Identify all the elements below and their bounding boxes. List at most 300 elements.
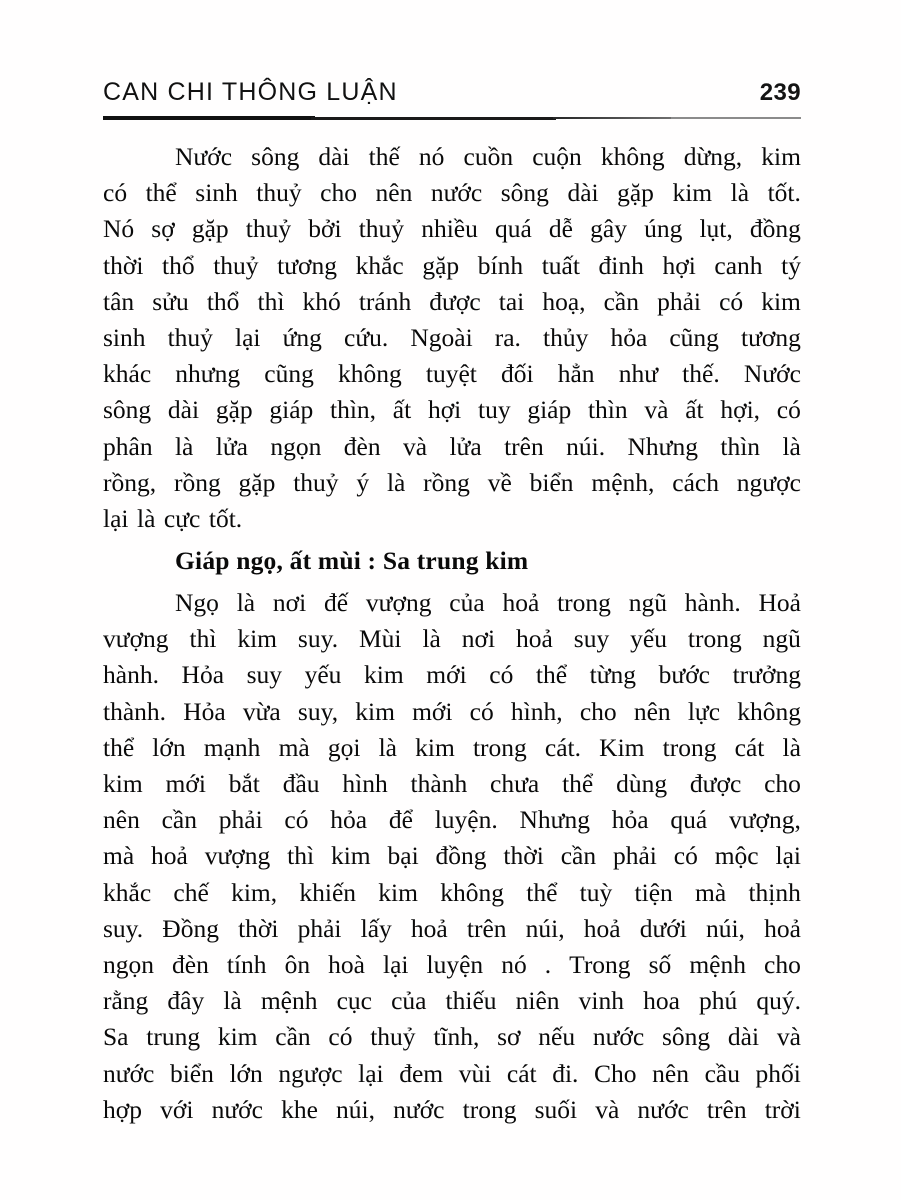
word: thành bbox=[410, 769, 468, 798]
word: đèn bbox=[172, 949, 209, 979]
rule-segment-light-right bbox=[671, 117, 801, 118]
word: lấy bbox=[360, 913, 392, 943]
word: bính bbox=[477, 250, 524, 280]
word: chưa bbox=[490, 769, 540, 798]
text-line bbox=[103, 320, 801, 356]
word: dễ bbox=[548, 214, 573, 244]
word: Nhưng bbox=[627, 431, 698, 461]
word: thể bbox=[535, 660, 568, 690]
word: hỏa bbox=[610, 322, 648, 352]
word: ý bbox=[356, 467, 370, 497]
word: là bbox=[378, 732, 397, 762]
rule-segment-dark-mid bbox=[311, 117, 556, 120]
word: mà bbox=[103, 841, 135, 871]
word: tốt. bbox=[767, 178, 801, 208]
word: dài bbox=[167, 395, 200, 425]
word: cứu. bbox=[344, 322, 389, 352]
rule-segment-fading bbox=[553, 117, 673, 119]
word: Nhưng bbox=[519, 805, 590, 835]
word: thuỷ bbox=[256, 178, 302, 208]
word: có bbox=[284, 805, 309, 835]
word: khắc bbox=[355, 250, 404, 280]
word: đèn bbox=[343, 431, 381, 461]
word: Trong bbox=[569, 949, 631, 979]
word: tai bbox=[498, 286, 525, 316]
word: thời bbox=[503, 841, 544, 871]
word: có bbox=[489, 660, 514, 690]
word: thể bbox=[526, 877, 558, 907]
word: phối bbox=[755, 1058, 801, 1088]
word: phải bbox=[297, 913, 342, 943]
word: ngược bbox=[736, 467, 801, 497]
text-line bbox=[103, 766, 801, 802]
word: bước bbox=[658, 660, 710, 690]
word: dừng, bbox=[683, 142, 743, 171]
word: và bbox=[403, 431, 428, 461]
word: tránh bbox=[358, 286, 412, 316]
word: nên bbox=[652, 1058, 689, 1088]
word: khắc bbox=[103, 877, 152, 907]
word: dưới bbox=[639, 913, 687, 943]
word: quý. bbox=[756, 986, 801, 1016]
word: ứng bbox=[282, 322, 322, 352]
book-title-header: CAN CHI THÔNG LUẬN bbox=[103, 78, 398, 106]
word: nước bbox=[211, 1094, 263, 1124]
word: thành. bbox=[103, 696, 167, 726]
word: hoả bbox=[410, 913, 448, 943]
word: thuỷ bbox=[370, 1022, 416, 1052]
text-line bbox=[103, 211, 801, 247]
word: hoả bbox=[151, 841, 188, 871]
word: ngũ bbox=[762, 624, 801, 654]
word: yếu bbox=[304, 660, 342, 690]
word: Hỏa bbox=[181, 660, 225, 690]
word: kim bbox=[761, 142, 801, 171]
word: và bbox=[776, 1022, 801, 1052]
word: chế bbox=[173, 877, 209, 907]
word: thể bbox=[562, 769, 594, 798]
word: đây bbox=[167, 986, 205, 1016]
word: suy bbox=[573, 624, 610, 654]
word: sợ bbox=[151, 214, 175, 244]
word: thìn bbox=[587, 395, 628, 425]
word: là bbox=[236, 588, 256, 618]
word: ngũ bbox=[628, 588, 667, 618]
word: suy. bbox=[297, 624, 339, 654]
word: suy. bbox=[103, 913, 144, 943]
word: . bbox=[544, 949, 552, 979]
word: có bbox=[469, 696, 494, 726]
word: vượng bbox=[103, 624, 169, 654]
word: trong bbox=[662, 732, 717, 762]
word: không bbox=[737, 696, 801, 726]
word: sông bbox=[251, 142, 300, 171]
word: cuộn bbox=[532, 142, 582, 171]
word: cho bbox=[579, 696, 617, 726]
word: đồng bbox=[749, 214, 801, 244]
word: lửa bbox=[215, 431, 248, 461]
word: thời bbox=[103, 250, 144, 280]
word: hoả bbox=[764, 913, 801, 943]
word: trung bbox=[146, 1022, 201, 1052]
word: Mùi bbox=[359, 624, 402, 654]
word: thịnh bbox=[748, 877, 801, 907]
word: để bbox=[388, 805, 413, 835]
word: bại bbox=[387, 841, 419, 871]
word: nên bbox=[375, 178, 413, 208]
word: Sa bbox=[103, 1022, 129, 1052]
word: úng bbox=[644, 214, 683, 244]
word: hoà bbox=[328, 949, 365, 979]
word: mạnh bbox=[203, 732, 261, 762]
word: có bbox=[103, 178, 128, 208]
word: cực bbox=[163, 503, 201, 533]
word: tốt. bbox=[208, 503, 243, 533]
word: tương bbox=[741, 322, 801, 352]
text-line bbox=[103, 501, 801, 537]
word: rằng bbox=[103, 986, 149, 1016]
word: mộc bbox=[714, 841, 759, 871]
word: kim bbox=[761, 286, 801, 316]
word: Kim bbox=[599, 732, 645, 762]
word: rồng bbox=[173, 467, 221, 497]
word: vượng bbox=[204, 841, 271, 871]
word: về bbox=[487, 467, 512, 497]
text-line bbox=[103, 429, 801, 465]
word: cần bbox=[603, 286, 639, 316]
word: thời bbox=[238, 913, 279, 943]
word: bởi bbox=[308, 214, 342, 244]
word: mệnh bbox=[260, 986, 318, 1016]
word: hỏa bbox=[330, 805, 368, 835]
word: và bbox=[595, 1094, 620, 1124]
word: là bbox=[782, 732, 801, 762]
word: phải bbox=[218, 805, 263, 835]
word: đồng bbox=[435, 841, 487, 871]
word: Nước bbox=[175, 142, 233, 171]
word: thuỷ bbox=[167, 322, 213, 352]
word: thuỷ bbox=[293, 467, 339, 497]
word: hoả bbox=[502, 588, 540, 618]
word: luyện. bbox=[434, 805, 498, 835]
word: cho bbox=[764, 769, 801, 798]
word: nên bbox=[633, 696, 671, 726]
word: Cho bbox=[594, 1058, 637, 1088]
word: sửu bbox=[152, 286, 189, 316]
word: quá bbox=[494, 214, 532, 244]
word: kim bbox=[415, 732, 455, 762]
word: lực bbox=[687, 696, 721, 726]
word: lớn bbox=[152, 732, 186, 762]
word: giáp bbox=[527, 395, 572, 425]
word: lại bbox=[775, 841, 801, 871]
word: núi, bbox=[525, 913, 565, 943]
word: khác bbox=[103, 359, 152, 389]
word: biển bbox=[529, 467, 574, 497]
section-heading: Giáp ngọ, ất mùi : Sa trung kim bbox=[175, 546, 529, 576]
word: thuỷ bbox=[213, 250, 259, 280]
text-line bbox=[103, 175, 801, 211]
word: núi, bbox=[705, 913, 745, 943]
word: cần bbox=[560, 841, 597, 871]
word: là bbox=[730, 178, 750, 208]
word: có bbox=[776, 395, 801, 425]
word: thì bbox=[287, 841, 315, 871]
word: hành. bbox=[103, 660, 159, 690]
page-number: 239 bbox=[759, 79, 801, 106]
word: lại bbox=[103, 503, 129, 533]
word: lụt, bbox=[699, 214, 733, 244]
word: có bbox=[673, 841, 698, 871]
word: vượng, bbox=[728, 805, 801, 835]
word: gọi bbox=[327, 732, 361, 762]
word: Hoả bbox=[758, 588, 801, 618]
word: phân bbox=[103, 431, 153, 461]
word: Hỏa bbox=[183, 696, 226, 726]
word: thuỷ bbox=[358, 214, 405, 244]
word: của bbox=[449, 588, 485, 618]
word: vinh bbox=[578, 986, 624, 1016]
word: được bbox=[689, 769, 742, 798]
text-line bbox=[103, 802, 801, 838]
word: hoả bbox=[583, 913, 621, 943]
word: kim bbox=[103, 769, 143, 798]
word: sơ bbox=[497, 1022, 521, 1052]
word: đi. bbox=[552, 1058, 579, 1088]
word: ra. bbox=[494, 322, 521, 352]
word: sinh bbox=[195, 178, 238, 208]
word: gây bbox=[590, 214, 627, 244]
word: là bbox=[782, 431, 801, 461]
word: tuyệt bbox=[425, 359, 477, 389]
word: đế bbox=[324, 588, 349, 618]
word: ất bbox=[685, 395, 704, 425]
word: nơi bbox=[461, 624, 496, 654]
text-line bbox=[103, 139, 801, 175]
word: sông bbox=[661, 1022, 711, 1052]
word: thủy bbox=[543, 322, 589, 352]
word: cát bbox=[734, 732, 765, 762]
text-line bbox=[103, 730, 801, 766]
word: thìn, bbox=[330, 395, 377, 425]
word: rồng bbox=[423, 467, 470, 497]
text-line bbox=[103, 911, 801, 947]
text-line bbox=[103, 356, 801, 392]
text-line bbox=[103, 875, 801, 911]
word: gặp bbox=[215, 395, 253, 425]
text-line bbox=[103, 1092, 801, 1128]
word: thiếu bbox=[445, 986, 497, 1016]
word: không bbox=[600, 142, 665, 171]
word: số bbox=[648, 949, 672, 979]
word: bắt bbox=[228, 769, 260, 798]
word: là bbox=[386, 467, 406, 497]
word: niên bbox=[515, 986, 560, 1016]
word: trên bbox=[466, 913, 507, 943]
word: không bbox=[337, 359, 402, 389]
word: khe bbox=[281, 1094, 318, 1124]
word: cần bbox=[161, 805, 197, 835]
word: canh bbox=[714, 250, 763, 280]
word: và bbox=[644, 395, 669, 425]
word: hợp bbox=[103, 1094, 142, 1124]
word: cách bbox=[672, 467, 719, 497]
text-line bbox=[103, 392, 801, 428]
word: sinh bbox=[103, 322, 146, 352]
word: lại bbox=[235, 322, 261, 352]
word: ngược bbox=[278, 1058, 343, 1088]
word: cầu bbox=[704, 1058, 740, 1088]
word: gặp bbox=[617, 178, 654, 208]
word: Đồng bbox=[162, 913, 219, 943]
word: cần bbox=[275, 1022, 311, 1052]
word: mới bbox=[426, 660, 467, 690]
text-line bbox=[103, 284, 801, 320]
word: kim bbox=[672, 178, 713, 208]
word: nhiều bbox=[421, 214, 478, 244]
text-line bbox=[103, 657, 801, 693]
text-line bbox=[103, 1056, 801, 1092]
word: ôn bbox=[284, 949, 311, 979]
word: cục bbox=[336, 986, 372, 1016]
paragraph-two bbox=[103, 585, 801, 1128]
text-line bbox=[103, 694, 801, 730]
word: nếu bbox=[538, 1022, 576, 1052]
word: nước bbox=[637, 1094, 689, 1124]
word: tý bbox=[781, 250, 801, 280]
word: nơi bbox=[272, 588, 307, 618]
word: phải bbox=[612, 841, 657, 871]
word: kim, bbox=[231, 877, 278, 907]
word: cũng bbox=[264, 359, 314, 389]
word: có bbox=[328, 1022, 353, 1052]
word: hình bbox=[342, 769, 388, 798]
word: gặp bbox=[422, 250, 460, 280]
word: hoạ, bbox=[542, 286, 586, 316]
word: cũng bbox=[669, 322, 719, 352]
word: thì bbox=[189, 624, 217, 654]
word: cát bbox=[506, 1058, 537, 1088]
word: tuy bbox=[478, 395, 511, 425]
word: vượng bbox=[365, 588, 432, 618]
word: mới bbox=[165, 769, 206, 798]
word: quá bbox=[670, 805, 708, 835]
word: kim bbox=[364, 660, 404, 690]
word: dài bbox=[727, 1022, 760, 1052]
word: suy bbox=[246, 660, 283, 690]
word: phải bbox=[657, 286, 701, 316]
word: thì bbox=[257, 286, 285, 316]
rule-segment-dark-left bbox=[103, 116, 315, 120]
word: hoa bbox=[643, 986, 680, 1016]
text-line bbox=[103, 838, 801, 874]
page-body-text bbox=[103, 139, 801, 1128]
word: dài bbox=[567, 178, 599, 208]
word: nên bbox=[103, 805, 140, 835]
word: là bbox=[137, 503, 156, 533]
paragraph-one bbox=[103, 139, 801, 537]
word: suối bbox=[534, 1094, 578, 1124]
text-line bbox=[103, 248, 801, 284]
word: gặp bbox=[191, 214, 229, 244]
word: đầu bbox=[282, 769, 320, 798]
word: thổ bbox=[206, 286, 240, 316]
word: hành. bbox=[684, 588, 741, 618]
text-line bbox=[103, 585, 801, 621]
word: cát. bbox=[544, 732, 582, 762]
word: Nước bbox=[743, 359, 801, 389]
word: kim bbox=[330, 841, 371, 871]
word: tuỳ bbox=[579, 877, 613, 907]
word: Ngọ bbox=[175, 588, 219, 618]
word: là bbox=[223, 986, 242, 1016]
word: kim bbox=[355, 696, 395, 726]
word: hợi bbox=[427, 395, 462, 425]
word: hợi bbox=[662, 250, 696, 280]
word: phú bbox=[699, 986, 738, 1016]
running-header bbox=[103, 78, 801, 112]
text-line bbox=[103, 1019, 801, 1055]
word: kim bbox=[237, 624, 277, 654]
word: cho bbox=[320, 178, 357, 208]
word: trong bbox=[462, 1094, 517, 1124]
word: thế bbox=[368, 142, 400, 171]
word: hợi, bbox=[720, 395, 761, 425]
word: lớn bbox=[229, 1058, 263, 1088]
word: trong bbox=[472, 732, 527, 762]
word: dùng bbox=[616, 769, 668, 798]
word: sông bbox=[500, 178, 549, 208]
word: nước bbox=[103, 1058, 155, 1088]
word: Ngoài bbox=[410, 322, 473, 352]
word: cho bbox=[764, 949, 801, 979]
word: của bbox=[391, 986, 427, 1016]
word: nhưng bbox=[175, 359, 241, 389]
word: vùi bbox=[458, 1058, 492, 1088]
word: với bbox=[160, 1094, 194, 1124]
header-divider-rule bbox=[103, 116, 801, 120]
word: luyện bbox=[426, 949, 484, 979]
word: tuất bbox=[541, 250, 580, 280]
word: tính bbox=[226, 949, 267, 979]
word: có bbox=[719, 286, 744, 316]
word: lửa bbox=[449, 431, 482, 461]
word: lại bbox=[382, 949, 409, 979]
word: trên bbox=[504, 431, 544, 461]
word: đem bbox=[399, 1058, 444, 1088]
word: tĩnh, bbox=[433, 1022, 480, 1052]
word: nước bbox=[430, 178, 483, 208]
word: hoả bbox=[516, 624, 553, 654]
word: vừa bbox=[242, 696, 281, 726]
word: đinh bbox=[598, 250, 644, 280]
word: mệnh, bbox=[591, 467, 655, 497]
word: gặp bbox=[238, 467, 276, 497]
word: hình, bbox=[510, 696, 563, 726]
word: ngọn bbox=[103, 949, 154, 979]
text-line bbox=[103, 983, 801, 1019]
word: được bbox=[429, 286, 481, 316]
word: mệnh bbox=[689, 949, 746, 979]
word: nước bbox=[592, 1022, 645, 1052]
text-line bbox=[103, 465, 801, 501]
word: tân bbox=[103, 286, 135, 316]
word: không bbox=[440, 877, 504, 907]
word: khiến bbox=[299, 877, 357, 907]
text-line bbox=[103, 621, 801, 657]
word: yếu bbox=[630, 624, 667, 654]
word: nó bbox=[418, 142, 445, 171]
